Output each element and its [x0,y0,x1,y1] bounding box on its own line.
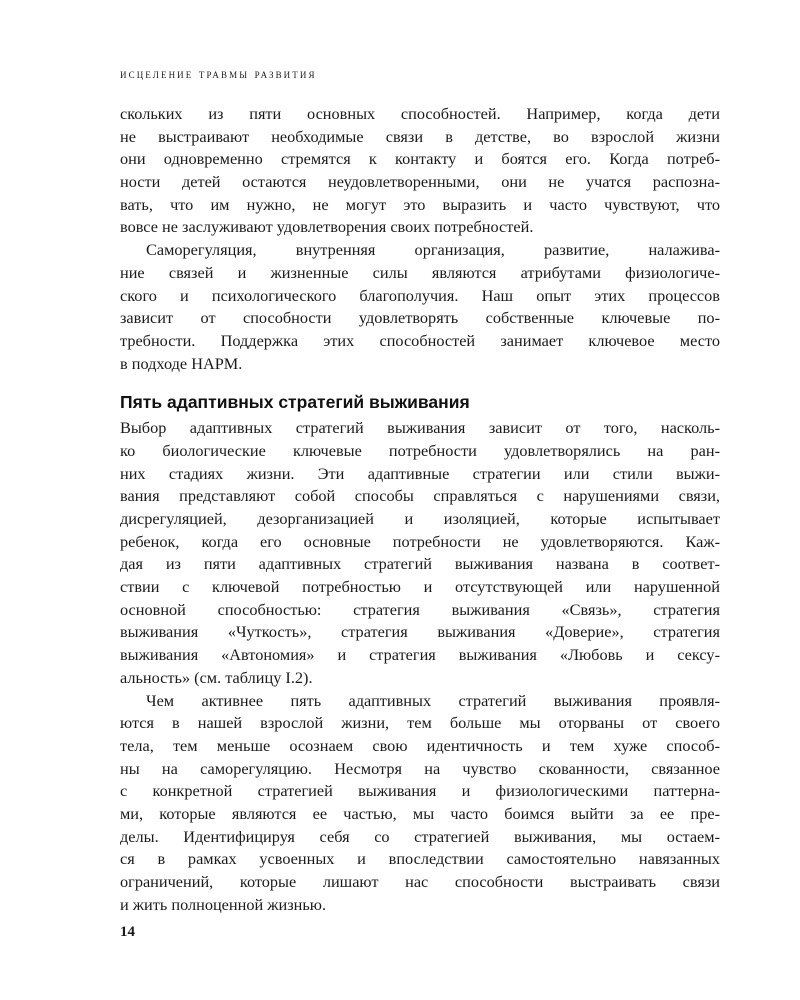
text-line: ограничений, которые лишают нас способности выстраивать связи [120,872,720,891]
paragraph [120,417,720,689]
text-line: дая из пяти адаптивных стратегий выживания названа в соответ- [120,554,720,574]
text-line: дисрегуляцией, дезорганизацией и изоляцией, которые испытывает [120,509,720,528]
text-line: ются в нашей взрослой жизни, тем больше мы оторваны от своего [120,713,720,733]
page-number: 14 [120,924,135,940]
text-line: ся в рамках усвоенных и впоследствии самостоятельно навязанных [120,849,720,869]
text-line: ского и психологического благополучия. Наш опыт этих процессов [120,285,720,305]
text-line: Чем активнее пять адаптивных стратегий выживания проявля- [146,690,720,710]
text-line: выживания «Автономия» и стратегия выживания «Любовь и сексу- [120,645,720,665]
section-heading: Пять адаптивных стратегий выживания [120,392,470,413]
body-text [120,103,720,916]
text-line: выживания «Чуткость», стратегия выживания «Доверие», стратегия [120,622,720,642]
text-line: ствии с ключевой потребностью и отсутствующей или нарушенной [120,577,720,597]
text-line: вать, что им нужно, не могут это выразить и часто чувствуют, что [120,194,720,214]
text-line: ности детей остаются неудовлетворенными, они не учатся распозна- [120,172,720,192]
text-line: не выстраивают необходимые связи в детстве, во взрослой жизни [120,126,720,146]
text-line: скольких из пяти основных способностей. Например, когда дети [120,104,720,123]
text-line: них стадиях жизни. Эти адаптивные стратегии или стили выжи- [120,463,720,483]
paragraph [120,690,720,917]
text-line: ние связей и жизненные силы являются атрибутами физиологиче- [120,262,720,282]
text-line: ми, которые являются ее частью, мы часто боимся выйти за ее пре- [120,803,720,823]
text-line: ны на саморегуляцию. Несмотря на чувство скованности, связанное [120,758,720,778]
text-line: альность» (см. таблицу I.2). [120,667,313,687]
text-line: вания представляют собой способы справляться с нарушениями связи, [120,486,720,506]
text-line: и жить полноценной жизнью. [120,894,327,914]
text-line: зависит от способности удовлетворять собственные ключевые по- [120,308,720,328]
text-line: Выбор адаптивных стратегий выживания зависит от того, насколь- [120,418,720,438]
text-line: делы. Идентифицируя себя со стратегией выживания, мы остаем- [120,826,720,846]
text-line: в подходе НАРМ. [120,353,243,373]
text-line: Саморегуляция, внутренняя организация, развитие, налажива- [146,240,720,260]
text-line: ко биологические ключевые потребности удовлетворялись на ран- [120,440,720,460]
text-line: вовсе не заслуживают удовлетворения своих потребностей. [120,217,534,237]
paragraph [120,103,720,239]
text-line: ребенок, когда его основные потребности не удовлетворяются. Каж- [120,531,720,551]
text-line: тела, тем меньше осознаем свою идентичность и тем хуже способ- [120,735,720,755]
running-head: исцеление травмы развития [120,66,317,81]
paragraph [120,239,720,375]
text-line: они одновременно стремятся к контакту и боятся его. Когда потреб- [120,149,720,169]
text-line: с конкретной стратегией выживания и физиологическими паттерна- [120,781,720,801]
text-line: основной способностью: стратегия выживания «Связь», стратегия [120,599,720,619]
text-line: требности. Поддержка этих способностей занимает ключевое место [120,330,720,350]
